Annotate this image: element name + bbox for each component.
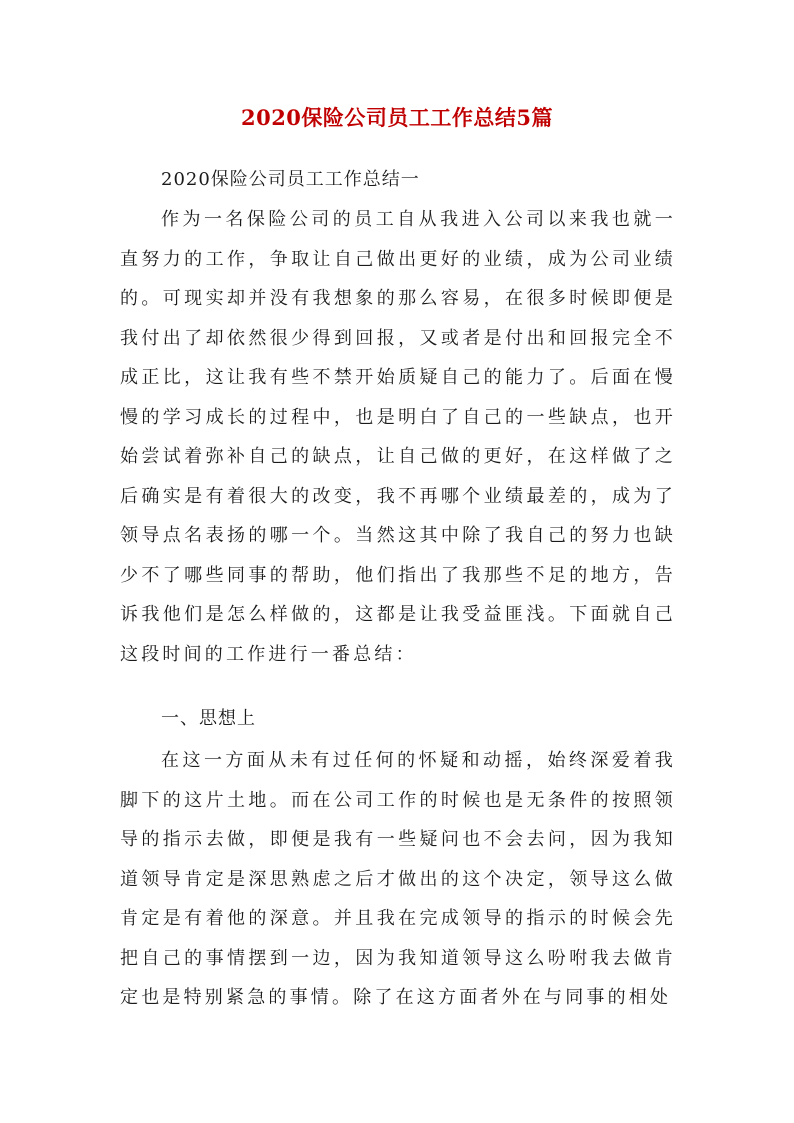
section-heading: 一、思想上 — [161, 708, 256, 729]
section-subtitle: 2020保险公司员工工作总结一 — [161, 169, 420, 190]
body-paragraph: 在这一方面从未有过任何的怀疑和动摇，始终深爱着我脚下的这片土地。而在公司工作的时候也是无条件的按照领导的指示去做，即便是我有一些疑问也不会去问，因为我知道领导肯定是深思熟虑之后才做出的这个决定，领导这么做肯定是有着他的深意。并且我在完成领导的指示的时候会先把自己的事情摆到一边，因为我知道领导这么吩咐我去做肯定也是特别紧急的事情。除了在这方面者外在与同事的相处 — [120, 750, 676, 1008]
body-paragraph: 作为一名保险公司的员工自从我进入公司以来我也就一直努力的工作，争取让自己做出更好的业绩，成为公司业绩的。可现实却并没有我想象的那么容易，在很多时候即便是我付出了却依然很少得到回报，又或者是付出和回报完全不成正比，这让我有些不禁开始质疑自己的能力了。后面在慢慢的学习成长的过程中，也是明白了自己的一些缺点，也开始尝试着弥补自己的缺点，让自己做的更好，在这样做了之后确实是有着很大的改变，我不再哪个业绩最差的，成为了领导点名表扬的哪一个。当然这其中除了我自己的努力也缺少不了哪些同事的帮助，他们指出了我那些不足的地方，告诉我他们是怎么样做的，这都是让我受益匪浅。下面就自己这段时间的工作进行一番总结： — [120, 209, 676, 665]
document-title: 2020保险公司员工工作总结5篇 — [240, 105, 554, 130]
